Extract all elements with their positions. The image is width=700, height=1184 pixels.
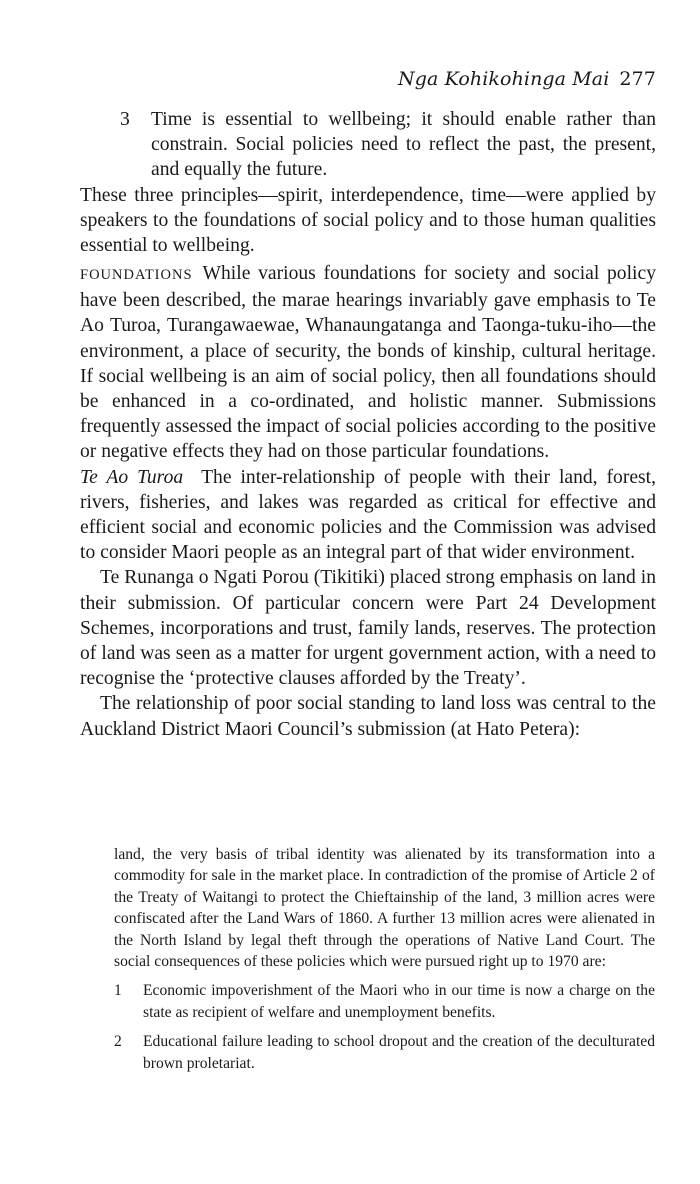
principle-number: 3 [120, 109, 130, 130]
ngati-porou-paragraph: Te Runanga o Ngati Porou (Tikitiki) placed strong emphasis on land in their submission. Of particular concern were Part 24 Development Schemes, incorporations and trust, family lands, reserves. The protection of land was seen as a matter for urgent government action, with a need to recognise the ‘protective clauses afforded by the Treaty’. [80, 567, 656, 690]
te-ao-turoa-text: The inter-relationship of people with their land, forest, rivers, fisheries, and lakes was regarded as critical for effective and efficient social and economic policies and the Commission was advised to consider Maori people as an integral part of that wider environment. [80, 466, 657, 564]
quote-item-number: 2 [114, 1033, 122, 1051]
quote-text: land, the very basis of tribal identity was alienated by its transformation into a commodity for sale in the market place. In contradiction of the promise of Article 2 of the Treaty of Waitangi to protect the Chieftainship of the land, 3 million acres were confiscated after the Land Wars of 1860. A further 13 million acres were alienated in the North Island by legal theft through the operations of Native Land Court. The social consequences of these policies which were pursued right up to 1970 are: [114, 846, 655, 971]
foundations-paragraph [80, 261, 656, 465]
block-quote [114, 844, 655, 1074]
te-ao-turoa-paragraph [80, 465, 656, 566]
quote-list-item [114, 1031, 655, 1074]
quote-item-text: Economic impoverishment of the Maori who in our time is now a charge on the state as recipient of welfare and unemployment benefits. [143, 982, 655, 1021]
principle-item-3 [120, 107, 656, 183]
te-ao-turoa-heading: Te Ao Turoa [80, 466, 184, 488]
book-page [80, 0, 656, 1184]
principle-text: Time is essential to wellbeing; it should enable rather than constrain. Social policies need to reflect the past, the present, and equally the future. [151, 109, 656, 181]
main-text-block [80, 261, 656, 742]
quote-list-item [114, 980, 655, 1023]
page-number: 277 [619, 68, 656, 90]
foundations-heading: FOUNDATIONS [80, 267, 193, 283]
summary-paragraph: These three principles—spirit, interdependence, time—were applied by speakers to the foundations of social policy and to those human qualities essential to wellbeing. [80, 185, 656, 257]
quote-item-number: 1 [114, 982, 122, 1000]
running-header [398, 68, 656, 90]
auckland-paragraph: The relationship of poor social standing to land loss was central to the Auckland District Maori Council’s submission (at Hato Petera): [80, 693, 656, 740]
quote-item-text: Educational failure leading to school dropout and the creation of the deculturated brown proletariat. [143, 1033, 655, 1072]
running-title: Nga Kohikohinga Mai [398, 68, 610, 90]
foundations-text: While various foundations for society and social policy have been described, the marae hearings invariably gave emphasis to Te Ao Turoa, Turangawaewae, Whanaungatanga and Taonga-tuku-iho—the environment, a place of security, the bonds of kinship, cultural heritage. If social wellbeing is an aim of social policy, then all foundations should be enhanced in a co-ordinated, and holistic manner. Submissions frequently assessed the impact of social policies according to the positive or negative effects they had on those particular foundations. [80, 263, 656, 463]
summary-block [80, 183, 656, 259]
